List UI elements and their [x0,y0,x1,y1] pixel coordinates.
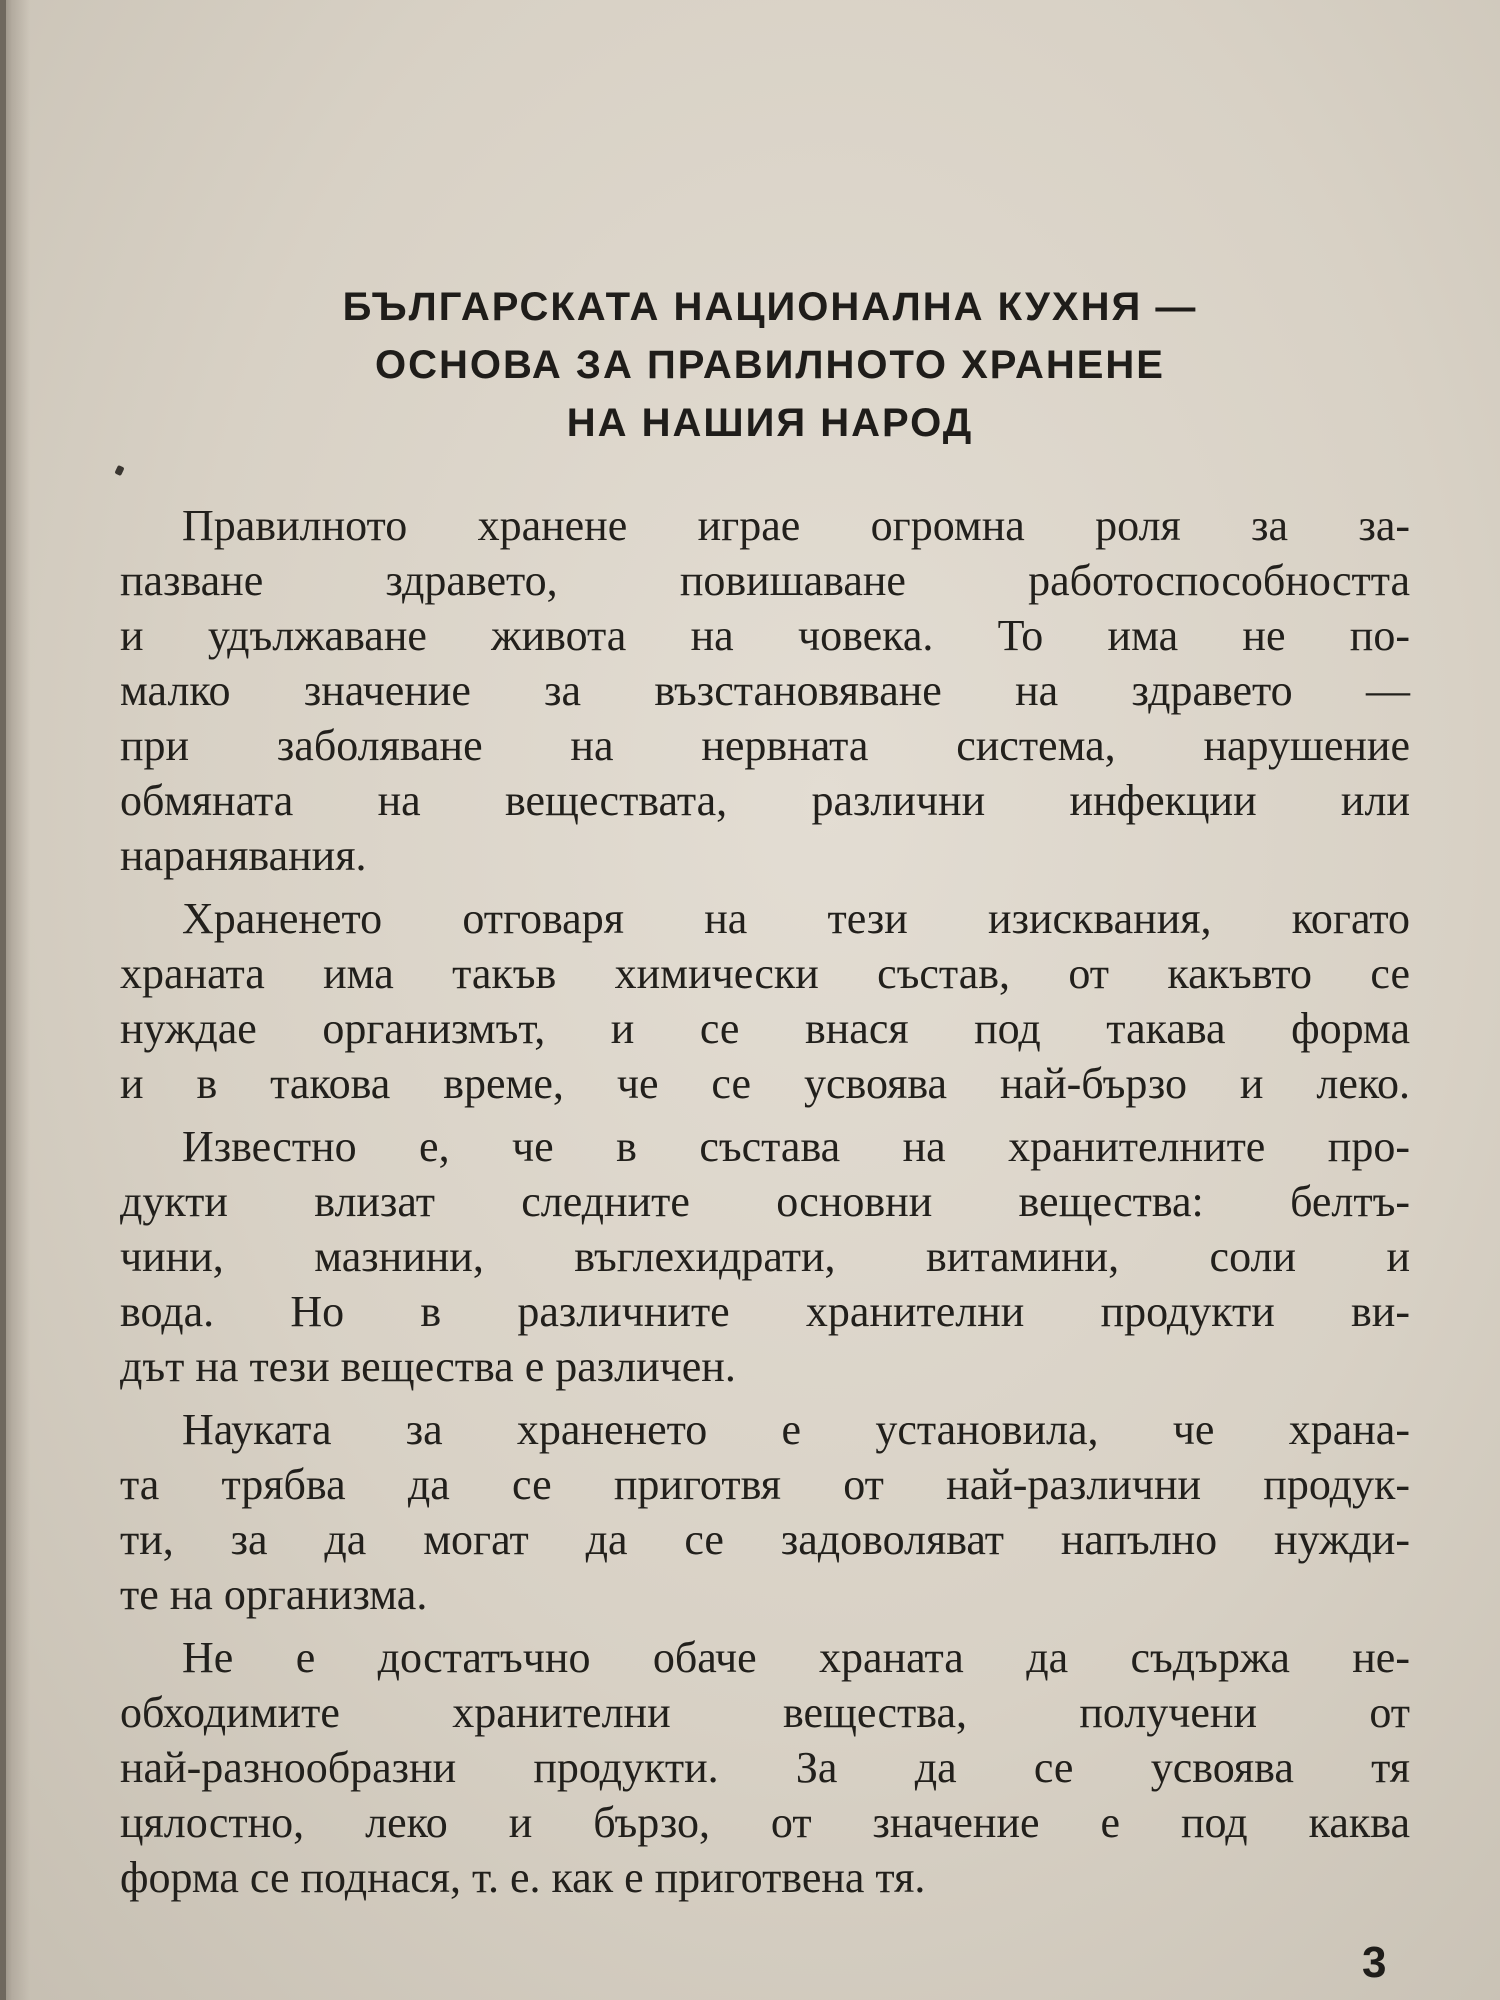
text-line: пазване здравето, повишаване работоспособността [120,556,1410,605]
text-line: форма се поднася, т. е. как е приготвена тя. [120,1853,926,1902]
paragraph [120,1402,1410,1622]
text-line: и удължаване живота на човека. То има не по- [120,611,1410,660]
chapter-heading [120,278,1420,452]
text-line: Правилното хранене играе огромна роля за за- [182,501,1410,550]
body-text [120,498,1410,1905]
text-line: дукти влизат следните основни вещества: белтъ- [120,1177,1410,1226]
text-line: Известно е, че в състава на хранителните про- [182,1122,1410,1171]
text-line: та трябва да се приготвя от най-различни продук- [120,1460,1410,1509]
text-line: храната има такъв химически състав, от какъвто се [120,949,1410,998]
paragraph [120,1630,1410,1905]
text-line: и в такова време, че се усвоява най-бързо и леко. [120,1059,1410,1108]
text-line: обмяната на веществата, различни инфекции или [120,776,1410,825]
chapter-heading-line-1: БЪЛГАРСКАТА НАЦИОНАЛНА КУХНЯ — [342,285,1198,329]
page-number: 3 [1362,1938,1387,1987]
paragraph [120,891,1410,1111]
text-line: ти, за да могат да се задоволяват напълно нужди- [120,1515,1410,1564]
book-spine-edge [0,0,6,2000]
paragraph [120,1119,1410,1394]
text-line: малко значение за възстановяване на здравето — [120,666,1410,715]
text-line: вода. Но в различните хранителни продукти ви- [120,1287,1410,1336]
text-line: дът на тези вещества е различен. [120,1342,736,1391]
text-line: Науката за храненето е установила, че храна- [182,1405,1410,1454]
paragraph [120,498,1410,883]
chapter-heading-line-3: НА НАШИЯ НАРОД [566,401,974,445]
text-line: цялостно, леко и бързо, от значение е под каква [120,1798,1410,1847]
chapter-heading-line-2: ОСНОВА ЗА ПРАВИЛНОТО ХРАНЕНЕ [375,343,1165,387]
text-line: при заболяване на нервната система, нарушение [120,721,1410,770]
text-line: обходимите хранителни вещества, получени от [120,1688,1410,1737]
text-line: те на организма. [120,1570,428,1619]
text-line: Храненето отговаря на тези изисквания, когато [182,894,1410,943]
text-line: нуждае организмът, и се внася под такава форма [120,1004,1410,1053]
text-line: наранявания. [120,831,367,880]
text-line: чини, мазнини, въглехидрати, витамини, соли и [120,1232,1410,1281]
text-line: най-разнообразни продукти. За да се усвоява тя [120,1743,1410,1792]
text-line: Не е достатъчно обаче храната да съдържа не- [182,1633,1410,1682]
